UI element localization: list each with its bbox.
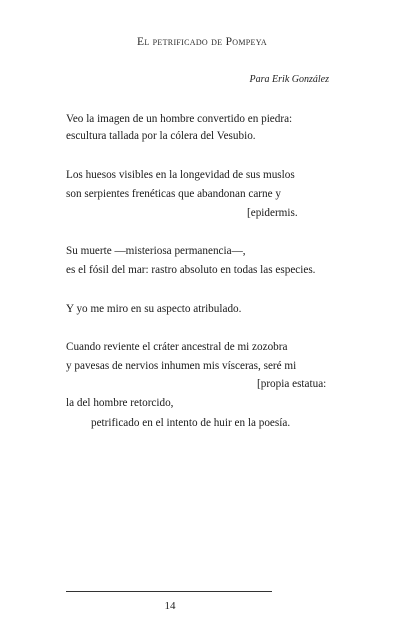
poem-line: son serpientes frenéticas que abandonan carne y — [66, 188, 281, 200]
poem-line: y pavesas de nervios inhumen mis vísceras, seré mi — [66, 360, 297, 372]
poem-line: escultura tallada por la cólera del Vesubio. — [66, 130, 256, 142]
page-number: 14 — [164, 600, 176, 612]
poem-line: Veo la imagen de un hombre convertido en piedra: — [66, 113, 293, 125]
footer-rule — [66, 591, 272, 592]
poem-line: Los huesos visibles en la longevidad de sus muslos — [66, 169, 295, 181]
poem-dedication: Para Erik González — [249, 74, 329, 85]
poem-title: El petrificado de Pompeya — [137, 36, 267, 48]
poem-line: la del hombre retorcido, — [66, 397, 174, 409]
poem-line: Y yo me miro en su aspecto atribulado. — [66, 303, 242, 315]
poem-line: es el fósil del mar: rastro absoluto en todas las especies. — [66, 264, 316, 276]
poem-line-continuation: [propia estatua: — [257, 378, 327, 390]
poem-line-continuation: [epidermis. — [247, 207, 298, 219]
poem-line: Cuando reviente el cráter ancestral de mi zozobra — [66, 341, 288, 353]
poem-line: Su muerte —misteriosa permanencia—, — [66, 245, 246, 257]
poem-line-indented: petrificado en el intento de huir en la poesía. — [91, 417, 291, 429]
